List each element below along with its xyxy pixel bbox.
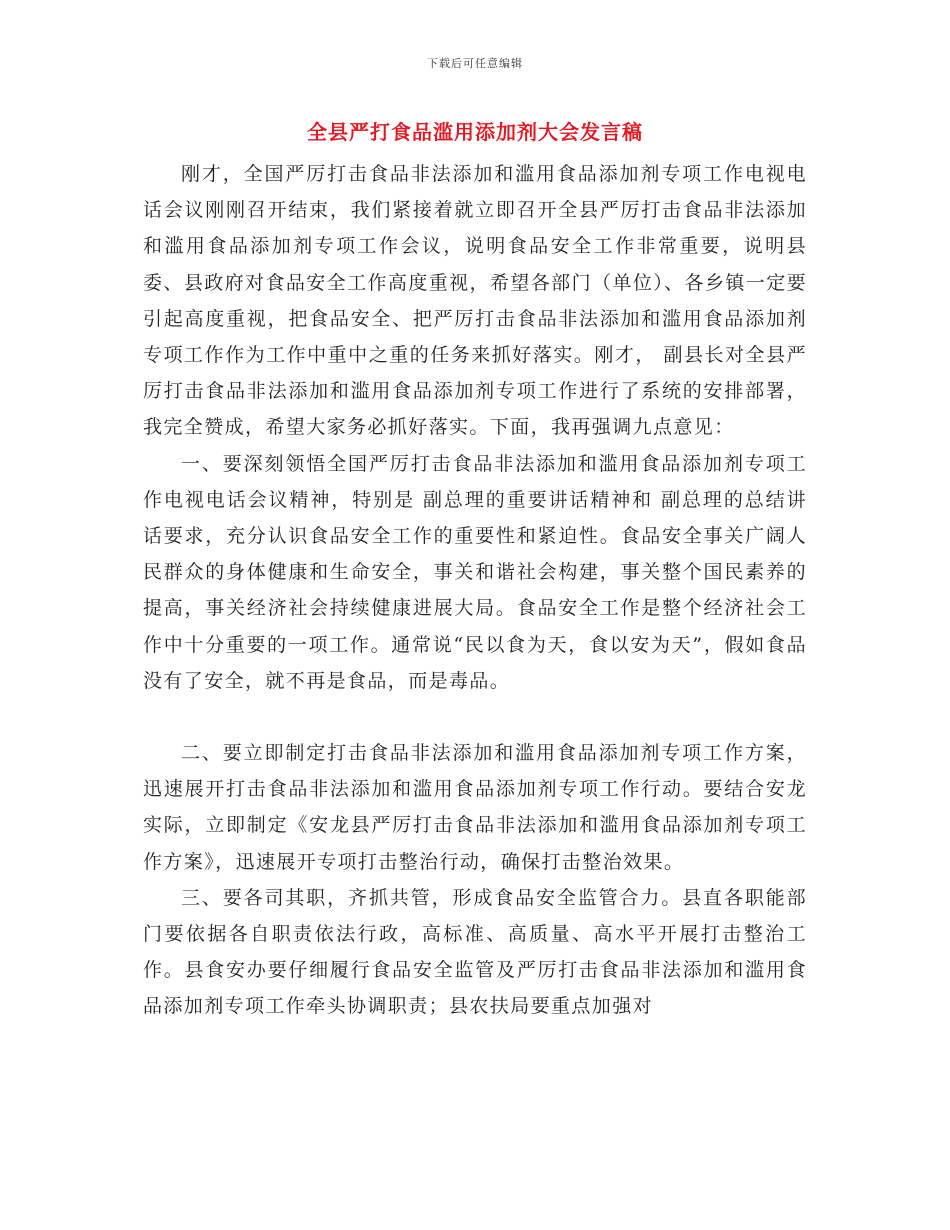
document-title: 全县严打食品滥用添加剂大会发言稿 — [307, 120, 643, 144]
paragraph-point-3: 三、要各司其职，齐抓共管，形成食品安全监管合力。县直各职能部门要依据各自职责依法行政，高标准、高质量、高水平开展打击整治工作。县食安办要仔细履行食品安全监管及严厉打击食品非法添加和滥用食品添加剂专项工作牵头协调职责；县农扶局要重点加强对 — [143, 886, 807, 1018]
paragraph-point-2: 二、要立即制定打击食品非法添加和滥用食品添加剂专项工作方案，迅速展开打击食品非法添加和滥用食品添加剂专项工作行动。要结合安龙实际，立即制定《安龙县严厉打击食品非法添加和滥用食品添加剂专项工作方案》，迅速展开专项打击整治行动，确保打击整治效果。 — [143, 742, 807, 873]
paragraph-point-1: 一、要深刻领悟全国严厉打击食品非法添加和滥用食品添加剂专项工作电视电话会议精神，特别是 副总理的重要讲话精神和 副总理的总结讲话要求，充分认识食品安全工作的重要性和紧迫性。食品安全事关广阔人民群众的身体健康和生命安全，事关和谐社会构建，事关整个国民素养的提高，事关经济社会持续健康进展大局。食品安全工作是整个经济社会工作中十分重要的一项工作。通常说“民以食为天，食以安为天”，假如食品没有了安全，就不再是食品，而是毒品。 — [143, 452, 807, 692]
document-body — [143, 156, 807, 1025]
page-header-note: 下载后可任意编辑 — [427, 57, 523, 70]
paragraph-intro: 刚才，全国严厉打击食品非法添加和滥用食品添加剂专项工作电视电话会议刚刚召开结束，我们紧接着就立即召开全县严厉打击食品非法添加和滥用食品添加剂专项工作会议，说明食品安全工作非常重要，说明县委、县政府对食品安全工作高度重视，希望各部门（单位）、各乡镇一定要引起高度重视，把食品安全、把严厉打击食品非法添加和滥用食品添加剂专项工作作为工作中重中之重的任务来抓好落实。刚才， 副县长对全县严厉打击食品非法添加和滥用食品添加剂专项工作进行了系统的安排部署，我完全赞成，希望大家务必抓好落实。下面，我再强调九点意见： — [143, 163, 807, 439]
